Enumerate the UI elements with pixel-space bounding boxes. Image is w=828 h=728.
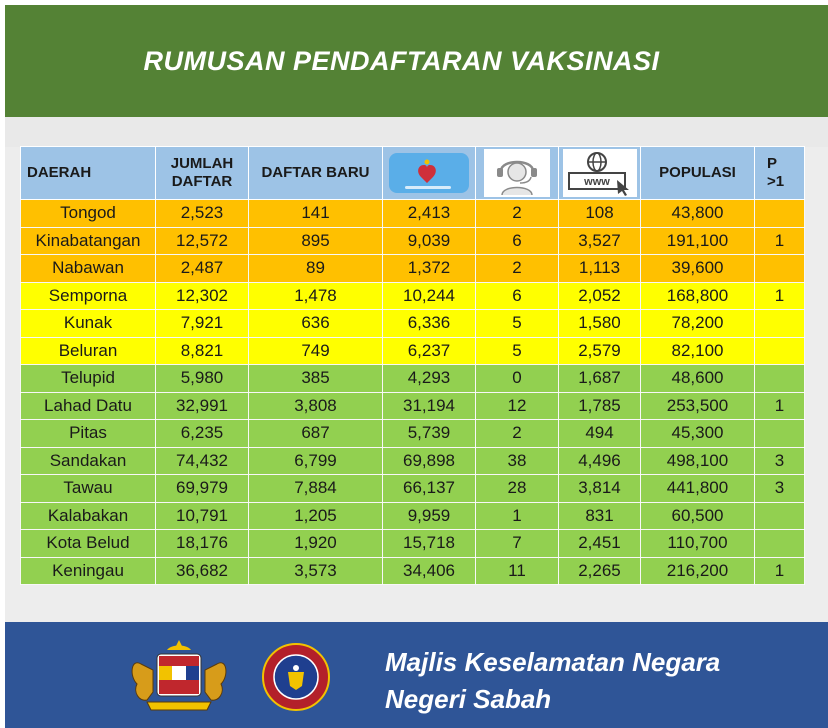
- cell-jumlah-daftar: 10,791: [156, 502, 249, 530]
- cell-truncated: [755, 420, 805, 448]
- cell-populasi: 82,100: [641, 337, 755, 365]
- cell-daerah: Semporna: [21, 282, 156, 310]
- col-header-app: [383, 147, 476, 200]
- cell-jumlah-daftar: 74,432: [156, 447, 249, 475]
- cell-app: 10,244: [383, 282, 476, 310]
- cell-jumlah-daftar: 2,487: [156, 255, 249, 283]
- table-row: [21, 557, 805, 585]
- cell-daerah: Telupid: [21, 365, 156, 393]
- cell-app: 9,959: [383, 502, 476, 530]
- cell-call-center: 1: [476, 502, 559, 530]
- cell-app: 31,194: [383, 392, 476, 420]
- cell-daerah: Pitas: [21, 420, 156, 448]
- cell-app: 6,336: [383, 310, 476, 338]
- cell-app: 34,406: [383, 557, 476, 585]
- cell-daftar-baru: 3,808: [249, 392, 383, 420]
- cell-website: 2,451: [559, 530, 641, 558]
- cell-website: 3,527: [559, 227, 641, 255]
- cell-call-center: 6: [476, 282, 559, 310]
- cell-daerah: Kalabakan: [21, 502, 156, 530]
- cell-daerah: Beluran: [21, 337, 156, 365]
- cell-website: 4,496: [559, 447, 641, 475]
- cell-call-center: 5: [476, 310, 559, 338]
- cell-truncated: 3: [755, 447, 805, 475]
- cell-populasi: 216,200: [641, 557, 755, 585]
- cell-website: 2,052: [559, 282, 641, 310]
- table-row: [21, 200, 805, 228]
- col-header-daerah: [21, 147, 156, 200]
- table-row: [21, 475, 805, 503]
- cell-jumlah-daftar: 2,523: [156, 200, 249, 228]
- cell-jumlah-daftar: 5,980: [156, 365, 249, 393]
- cell-call-center: 28: [476, 475, 559, 503]
- cell-jumlah-daftar: 12,302: [156, 282, 249, 310]
- cell-daerah: Keningau: [21, 557, 156, 585]
- col-header-daftar-baru: [249, 147, 383, 200]
- malaysia-coat-of-arms-icon: [123, 636, 235, 718]
- cell-daftar-baru: 7,884: [249, 475, 383, 503]
- cell-populasi: 43,800: [641, 200, 755, 228]
- cell-populasi: 110,700: [641, 530, 755, 558]
- cell-populasi: 253,500: [641, 392, 755, 420]
- cell-call-center: 0: [476, 365, 559, 393]
- cell-app: 9,039: [383, 227, 476, 255]
- cell-truncated: [755, 365, 805, 393]
- cell-call-center: 2: [476, 420, 559, 448]
- cell-daftar-baru: 1,205: [249, 502, 383, 530]
- cell-jumlah-daftar: 32,991: [156, 392, 249, 420]
- cell-app: 5,739: [383, 420, 476, 448]
- cell-call-center: 5: [476, 337, 559, 365]
- cell-daftar-baru: 636: [249, 310, 383, 338]
- cell-daftar-baru: 1,478: [249, 282, 383, 310]
- footer-banner: [5, 622, 828, 728]
- cell-populasi: 498,100: [641, 447, 755, 475]
- www-website-icon: [563, 149, 637, 197]
- cell-website: 1,580: [559, 310, 641, 338]
- table-row: [21, 282, 805, 310]
- cell-jumlah-daftar: 8,821: [156, 337, 249, 365]
- cell-truncated: 1: [755, 557, 805, 585]
- cell-truncated: 3: [755, 475, 805, 503]
- cell-daerah: Tongod: [21, 200, 156, 228]
- cell-app: 4,293: [383, 365, 476, 393]
- cell-jumlah-daftar: 6,235: [156, 420, 249, 448]
- col-header-jumlah-daftar: [156, 147, 249, 200]
- cell-populasi: 78,200: [641, 310, 755, 338]
- svg-text:www: www: [583, 176, 610, 188]
- cell-app: 6,237: [383, 337, 476, 365]
- cell-call-center: 2: [476, 255, 559, 283]
- cell-jumlah-daftar: 12,572: [156, 227, 249, 255]
- cell-jumlah-daftar: 36,682: [156, 557, 249, 585]
- cell-website: 2,579: [559, 337, 641, 365]
- cell-truncated: 1: [755, 282, 805, 310]
- cell-website: 3,814: [559, 475, 641, 503]
- table-row: [21, 365, 805, 393]
- cell-daerah: Kinabatangan: [21, 227, 156, 255]
- cell-daerah: Kunak: [21, 310, 156, 338]
- cell-daftar-baru: 141: [249, 200, 383, 228]
- cell-app: 66,137: [383, 475, 476, 503]
- col-header-daftar-baru-label: DAFTAR BARU: [261, 164, 370, 181]
- cell-truncated: 1: [755, 392, 805, 420]
- col-header-populasi: [641, 147, 755, 200]
- cell-daerah: Sandakan: [21, 447, 156, 475]
- cell-daerah: Tawau: [21, 475, 156, 503]
- cell-jumlah-daftar: 69,979: [156, 475, 249, 503]
- cell-daftar-baru: 895: [249, 227, 383, 255]
- cell-call-center: 7: [476, 530, 559, 558]
- cell-daftar-baru: 749: [249, 337, 383, 365]
- call-center-agent-icon: [484, 149, 550, 197]
- title-banner: [5, 5, 828, 117]
- cell-populasi: 60,500: [641, 502, 755, 530]
- cell-website: 108: [559, 200, 641, 228]
- cell-daftar-baru: 385: [249, 365, 383, 393]
- cell-populasi: 168,800: [641, 282, 755, 310]
- page-title: RUMUSAN PENDAFTARAN VAKSINASI: [143, 45, 660, 76]
- cell-populasi: 441,800: [641, 475, 755, 503]
- cell-daftar-baru: 1,920: [249, 530, 383, 558]
- cell-populasi: 48,600: [641, 365, 755, 393]
- cell-populasi: 45,300: [641, 420, 755, 448]
- organization-line-2: Negeri Sabah: [385, 684, 552, 714]
- cell-daerah: Lahad Datu: [21, 392, 156, 420]
- cell-website: 2,265: [559, 557, 641, 585]
- cell-truncated: 1: [755, 227, 805, 255]
- cell-daftar-baru: 89: [249, 255, 383, 283]
- organization-name: [385, 644, 720, 718]
- col-header-truncated-line2: >1: [767, 173, 785, 190]
- cell-truncated: [755, 337, 805, 365]
- cell-website: 1,113: [559, 255, 641, 283]
- cell-daftar-baru: 6,799: [249, 447, 383, 475]
- cell-truncated: [755, 530, 805, 558]
- cell-call-center: 6: [476, 227, 559, 255]
- cell-website: 831: [559, 502, 641, 530]
- cell-website: 1,687: [559, 365, 641, 393]
- table-row: [21, 227, 805, 255]
- cell-truncated: [755, 502, 805, 530]
- table-row: [21, 447, 805, 475]
- table-row: [21, 337, 805, 365]
- table-header-row: [21, 147, 805, 200]
- cell-call-center: 2: [476, 200, 559, 228]
- cell-call-center: 38: [476, 447, 559, 475]
- cell-jumlah-daftar: 18,176: [156, 530, 249, 558]
- cell-daerah: Nabawan: [21, 255, 156, 283]
- cell-website: 494: [559, 420, 641, 448]
- col-header-truncated-line1: P: [767, 155, 778, 172]
- cell-populasi: 191,100: [641, 227, 755, 255]
- col-header-populasi-label: POPULASI: [659, 164, 736, 181]
- col-header-website: [559, 147, 641, 200]
- cell-app: 69,898: [383, 447, 476, 475]
- table-row: [21, 530, 805, 558]
- table-row: [21, 255, 805, 283]
- col-header-call-center: [476, 147, 559, 200]
- table-row: [21, 420, 805, 448]
- table-row: [21, 392, 805, 420]
- cell-populasi: 39,600: [641, 255, 755, 283]
- cell-call-center: 12: [476, 392, 559, 420]
- col-header-jumlah-line1: JUMLAH: [170, 155, 234, 172]
- col-header-truncated: [755, 147, 805, 200]
- table-row: [21, 310, 805, 338]
- cell-daftar-baru: 687: [249, 420, 383, 448]
- cell-jumlah-daftar: 7,921: [156, 310, 249, 338]
- cell-truncated: [755, 255, 805, 283]
- table-row: [21, 502, 805, 530]
- table-body: [21, 200, 805, 585]
- cell-app: 15,718: [383, 530, 476, 558]
- cell-truncated: [755, 310, 805, 338]
- cell-app: 2,413: [383, 200, 476, 228]
- mkn-seal-icon: [262, 640, 330, 714]
- cell-app: 1,372: [383, 255, 476, 283]
- cell-website: 1,785: [559, 392, 641, 420]
- col-header-daerah-label: DAERAH: [27, 164, 92, 181]
- col-header-jumlah-line2: DAFTAR: [171, 173, 233, 190]
- cell-truncated: [755, 200, 805, 228]
- mysejahtera-app-icon: [387, 150, 471, 196]
- cell-call-center: 11: [476, 557, 559, 585]
- cell-daftar-baru: 3,573: [249, 557, 383, 585]
- registration-table: [20, 146, 805, 585]
- organization-line-1: Majlis Keselamatan Negara: [385, 647, 721, 677]
- cell-daerah: Kota Belud: [21, 530, 156, 558]
